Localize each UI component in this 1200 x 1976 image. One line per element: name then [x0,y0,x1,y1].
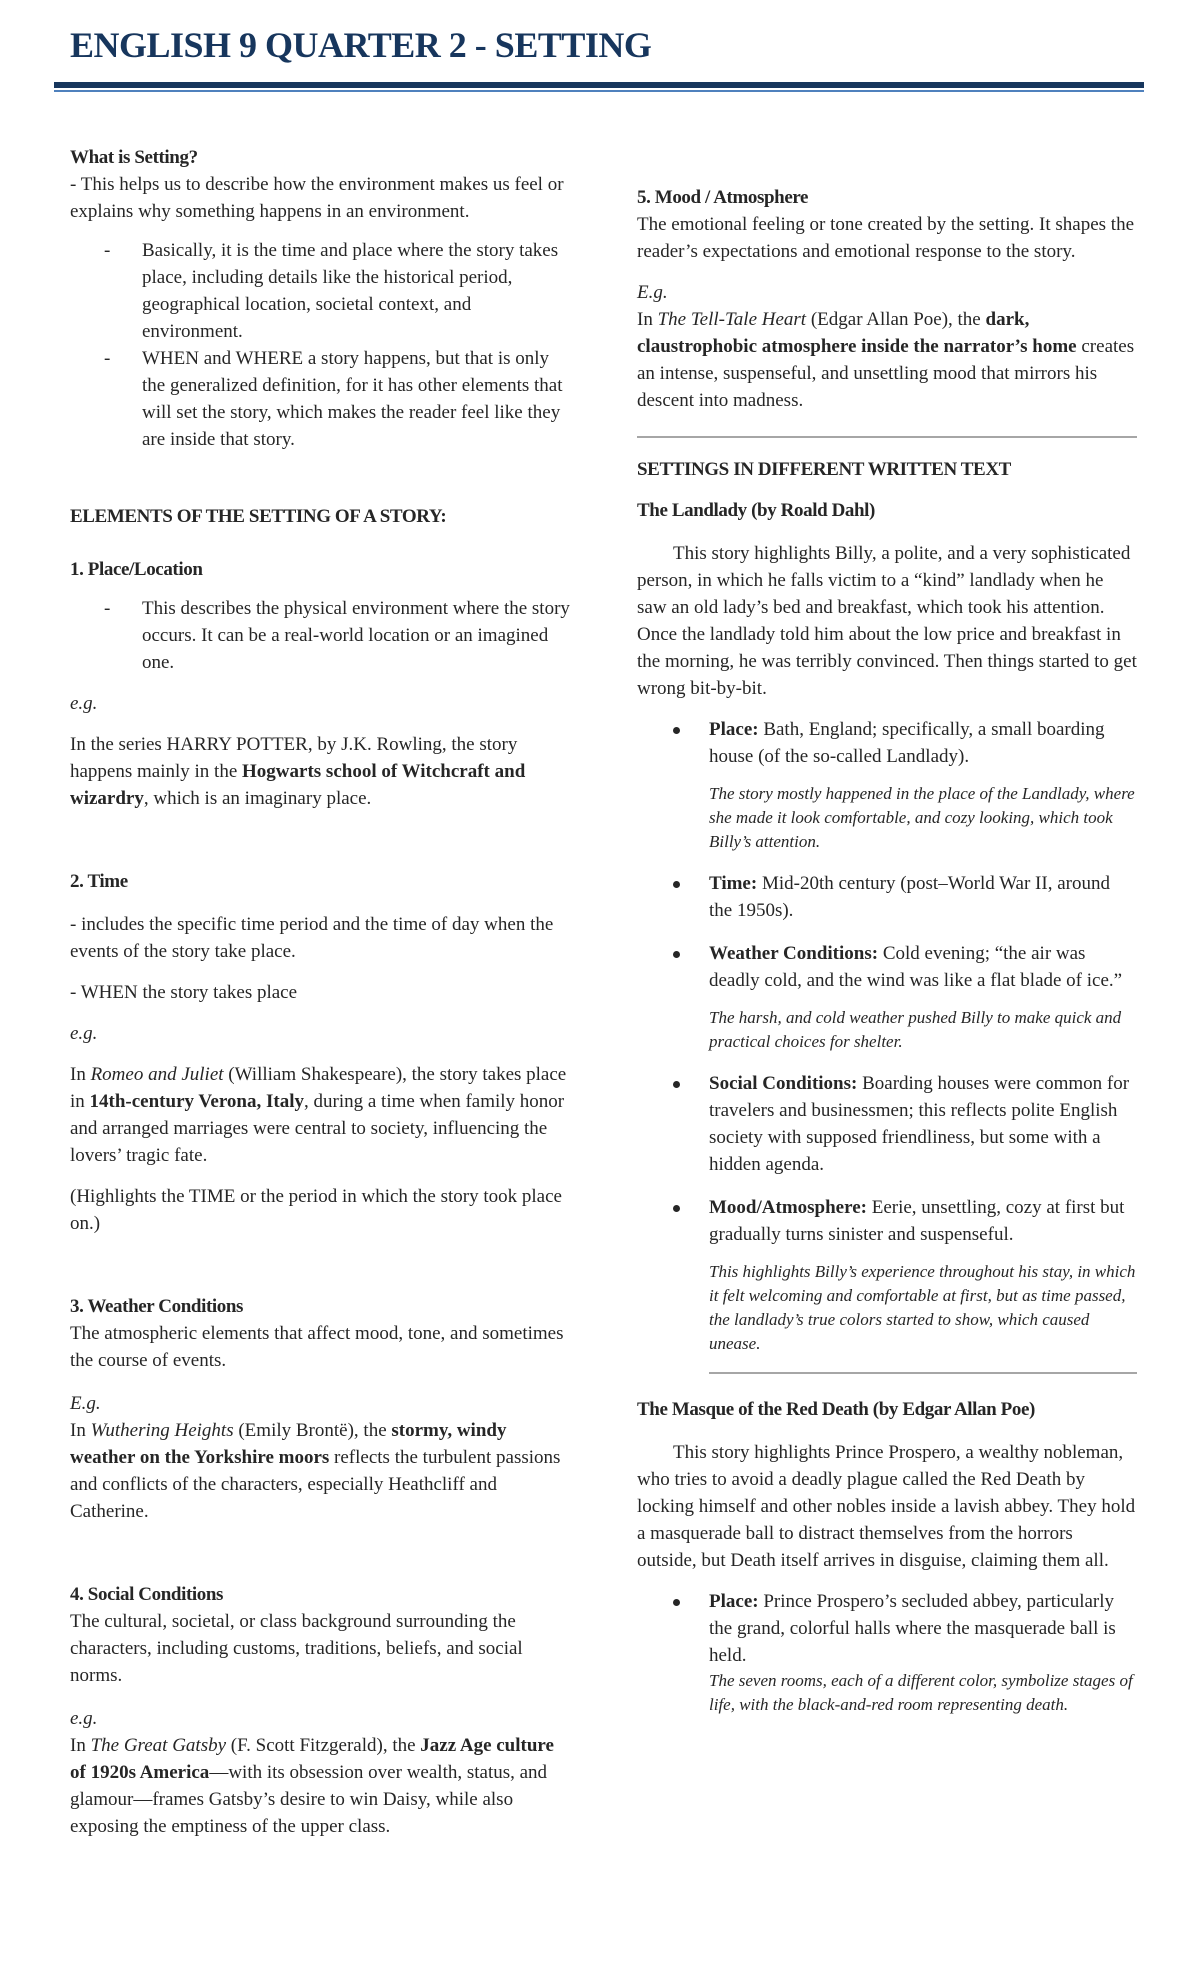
item-label: Mood/Atmosphere: [709,1197,867,1218]
mood-example [637,306,1137,414]
what-point: - Basically, it is the time and place where the story takes place, including details like the historical period, geographical location, societal context, and environment. [142,237,570,345]
list-item [709,1070,1137,1178]
section-divider [637,436,1137,438]
place-point: - This describes the physical environment where the story occurs. It can be a real-world location or an imagined one. [142,595,570,676]
item-text: Cold evening; “the air was deadly cold, and the wind was like a flat blade of ice.” [709,943,1123,991]
item-label: Place: [709,719,759,740]
example-text: In [70,1735,91,1756]
example-emphasis: stormy, windy weather on the Yorkshire moors [70,1420,507,1468]
list-item [709,940,1137,1054]
example-text: —with its obsession over wealth, status, and glamour—frames Gatsby’s desire to win Daisy, while also exposing the emptiness of the upper class. [70,1762,548,1837]
place-points [70,595,570,676]
place-eg: e.g. [70,693,98,714]
item-text: Bath, England; specifically, a small boarding house (of the so-called Landlady). [709,719,1105,767]
list-item [709,1194,1137,1356]
time-definition: - includes the specific time period and the time of day when the events of the story take place. [70,914,554,962]
item-text: Boarding houses were common for travelers and businessmen; this reflects polite English society with supposed friendliness, but some with a hidden agenda. [709,1073,1130,1175]
time-eg: e.g. [70,1023,98,1044]
landlady-summary: This story highlights Billy, a polite, and a very sophisticated person, in which he falls victim to a “kind” landlady when he saw an old lady’s bed and breakfast, which took his attention. Once the landlady told him about the low price and breakfast in the morning, he was terribly convinced. Then things started to get wrong bit-by-bit. [637,543,1137,699]
example-text: In the series HARRY POTTER, by J.K. Rowling, the story happens mainly in the [70,734,518,782]
time-example [70,1061,570,1169]
example-title: Wuthering Heights [90,1420,234,1441]
list-item [709,870,1137,924]
example-title: The Tell-Tale Heart [657,309,807,330]
item-note: The story mostly happened in the place of the Landlady, where she made it look comfortable, and cozy looking, which took Billy’s attention. [709,784,1135,851]
example-emphasis: dark, claustrophobic atmosphere inside the narrator’s home [637,309,1077,357]
item-text: Prince Prospero’s secluded abbey, particularly the grand, colorful halls where the masquerade ball is held. [709,1591,1116,1666]
landlady-heading: The Landlady (by Roald Dahl) [637,500,875,521]
example-text: In [70,1420,91,1441]
example-text: In [70,1064,91,1085]
masque-elements [637,1588,1137,1717]
place-heading: 1. Place/Location [70,559,203,580]
item-text: Mid-20th century (post–World War II, around the 1950s). [709,873,1110,921]
example-emphasis: 14th-century Verona, Italy [89,1091,304,1112]
what-points [70,237,570,453]
social-definition: The cultural, societal, or class background surrounding the characters, including customs, traditions, beliefs, and social norms. [70,1611,523,1686]
example-text: reflects the turbulent passions and conflicts of the characters, especially Heathcliff and Catherine. [70,1447,561,1522]
mood-heading: 5. Mood / Atmosphere [637,187,809,208]
example-title: Romeo and Juliet [90,1064,224,1085]
right-column [637,184,1137,1733]
weather-example [70,1417,570,1525]
what-intro: - This helps us to describe how the environment makes us feel or explains why something happens in an environment. [70,174,564,222]
page-title: ENGLISH 9 QUARTER 2 - SETTING [70,25,652,65]
time-when: - WHEN the story takes place [70,982,298,1003]
example-text: (Emily Brontë), the [233,1420,392,1441]
example-text: , during a time when family honor and arranged marriages were central to society, influencing the lovers’ tragic fate. [70,1091,565,1166]
mood-definition: The emotional feeling or tone created by the setting. It shapes the reader’s expectations and emotional response to the story. [637,214,1134,262]
item-label: Place: [709,1591,759,1612]
section-divider [709,1372,1137,1374]
masque-summary: This story highlights Prince Prospero, a wealthy nobleman, who tries to avoid a deadly plague called the Red Death by locking himself and other nobles inside a lavish abbey. They hold a masquerade ball to distract themselves from the horrors outside, but Death itself arrives in disguise, claiming them all. [637,1442,1136,1571]
example-text: (Edgar Allan Poe), the [806,309,986,330]
time-heading: 2. Time [70,871,128,892]
weather-eg: E.g. [70,1393,101,1414]
example-text: (F. Scott Fitzgerald), the [226,1735,421,1756]
item-note: The harsh, and cold weather pushed Billy to make quick and practical choices for shelter. [709,1008,1122,1051]
social-heading: 4. Social Conditions [70,1584,224,1605]
example-emphasis: Hogwarts school of Witchcraft and wizardry [70,761,526,809]
example-text: In [637,309,658,330]
mood-eg: E.g. [637,282,668,303]
social-example [70,1732,570,1840]
header-rule-thick [54,82,1144,88]
list-item [709,716,1137,854]
example-title: The Great Gatsby [90,1735,227,1756]
example-text: creates an intense, suspenseful, and unsettling mood that mirrors his descent into madness. [637,336,1135,411]
item-label: Time: [709,873,758,894]
header-rule-thin [54,90,1144,92]
place-example [70,731,570,812]
social-eg: e.g. [70,1708,98,1729]
item-note: The seven rooms, each of a different color, symbolize stages of life, with the black-and-red room representing death. [709,1671,1133,1714]
what-point: - WHEN and WHERE a story happens, but that is only the generalized definition, for it has other elements that will set the story, which makes the reader feel like they are inside that story. [142,345,570,453]
weather-definition: The atmospheric elements that affect mood, tone, and sometimes the course of events. [70,1323,564,1371]
example-emphasis: Jazz Age culture of 1920s America [70,1735,554,1783]
elements-heading: ELEMENTS OF THE SETTING OF A STORY: [70,506,447,527]
landlady-elements [637,716,1137,1356]
time-note: (Highlights the TIME or the period in which the story took place on.) [70,1186,562,1234]
item-label: Social Conditions: [709,1073,858,1094]
list-item [709,1588,1137,1717]
masque-heading: The Masque of the Red Death (by Edgar Allan Poe) [637,1399,1035,1420]
item-label: Weather Conditions: [709,943,879,964]
weather-heading: 3. Weather Conditions [70,1296,244,1317]
left-column [70,144,570,1840]
item-note: This highlights Billy’s experience throughout his stay, in which it felt welcoming and comfortable at first, but as time passed, the landlady’s true colors started to show, which caused unease. [709,1262,1136,1353]
settings-heading: SETTINGS IN DIFFERENT WRITTEN TEXT [637,459,1011,480]
example-text: (William Shakespeare), the story takes place in [70,1064,567,1112]
item-text: Eerie, unsettling, cozy at first but gradually turns sinister and suspenseful. [709,1197,1125,1245]
example-text: , which is an imaginary place. [143,788,372,809]
what-heading: What is Setting? [70,147,198,168]
